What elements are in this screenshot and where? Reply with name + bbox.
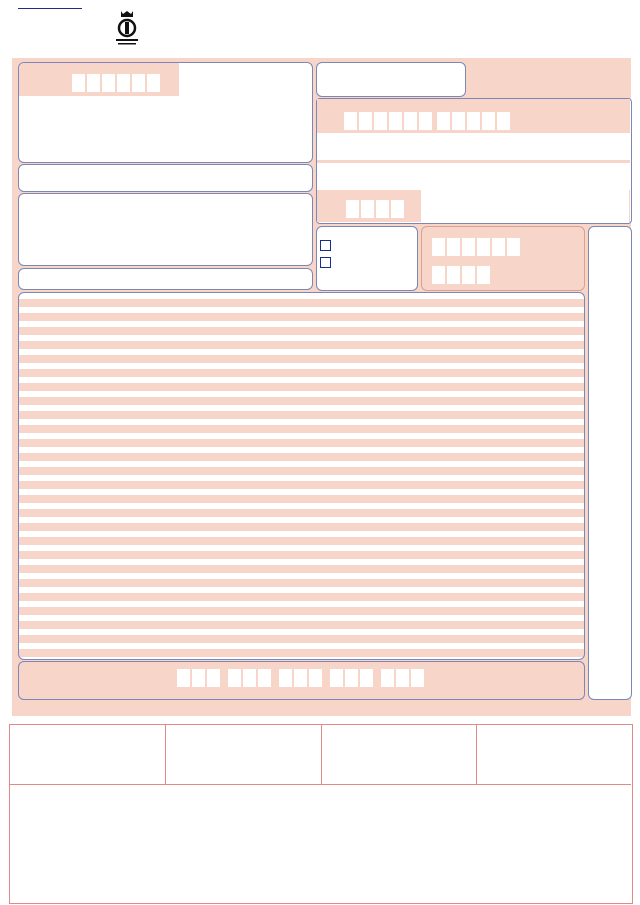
sampling-date-cells[interactable] [432,238,520,256]
lab-code-cells[interactable] [177,669,424,687]
postnr-cells[interactable] [346,200,404,218]
helfo-option[interactable] [320,240,335,251]
analyses-list[interactable] [18,292,585,660]
poststed-field[interactable] [421,190,629,222]
furst-logo [18,6,82,11]
forwarding-cell-4[interactable] [477,724,631,785]
birthdate-cells[interactable] [344,112,432,130]
analyses-header [18,268,313,290]
for-lab-panel [588,226,632,700]
helfo-checkbox[interactable] [320,240,331,251]
clinical-box[interactable] [18,193,313,266]
sampling-time-cells[interactable] [432,266,490,284]
rekvirent-checkbox[interactable] [320,257,331,268]
rekvirent-option[interactable] [320,257,335,268]
forwarding-cell-2[interactable] [166,724,322,785]
personnr-cells[interactable] [437,112,510,130]
row-divider [317,160,630,163]
rekvirent-id-cells[interactable] [72,74,160,92]
forwarding-cell-1[interactable] [9,724,166,785]
accreditation-seal [112,8,142,48]
ref-box[interactable] [316,62,466,97]
copy-box[interactable] [18,164,313,192]
forwarding-cell-3[interactable] [322,724,477,785]
